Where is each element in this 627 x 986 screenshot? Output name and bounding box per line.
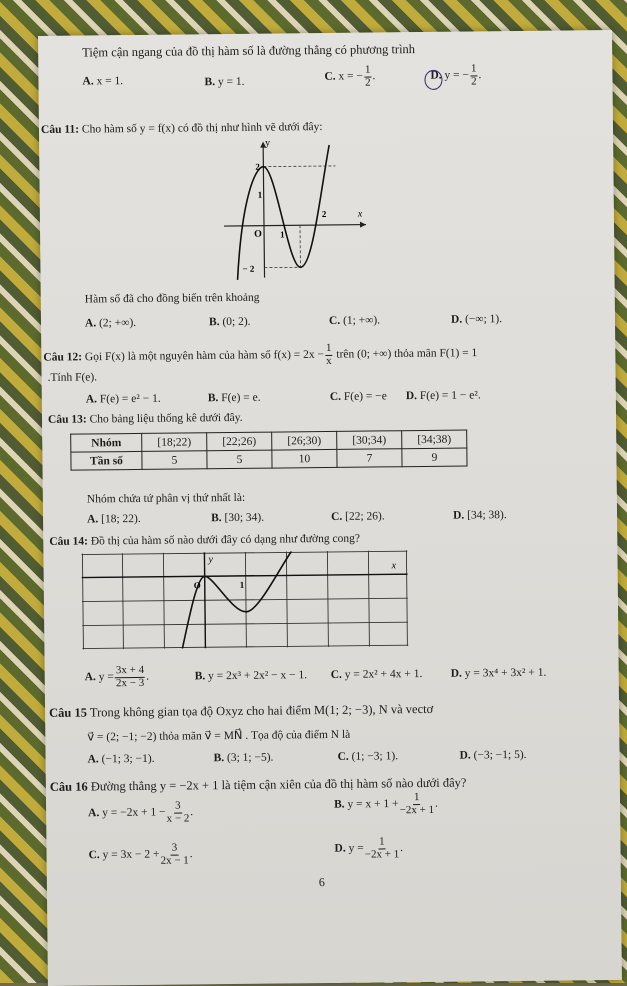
q14-option-a[interactable]: A. y = $\frac{3x + 4}{2x - 3}$ .: [85, 665, 150, 690]
q13-option-a[interactable]: A. [18; 22).: [87, 513, 141, 526]
function-curve: [236, 145, 330, 280]
x-label: x: [391, 560, 397, 571]
q15-stem: Câu 15 Trong không gian tọa độ Oxyz cho hai điểm M(1; 2; −3), N và vectơ: [49, 702, 433, 721]
q10-option-d[interactable]: D. y = − $\frac{1}{2}$ .: [430, 63, 481, 88]
q12-option-a[interactable]: A. F(e) = e² − 1.: [86, 393, 161, 406]
q16-option-d[interactable]: D. y = $\frac{1}{-2x + 1}$ .: [334, 836, 403, 861]
grid: [81, 550, 408, 649]
q13-option-b[interactable]: B. [30; 34).: [211, 512, 264, 525]
q16-option-b[interactable]: B. y = x + 1 + $\frac{1}{-2x + 1}$ .: [334, 792, 438, 817]
q13-stem: Câu 13: Cho bảng liệu thống kê dưới đây.: [48, 412, 243, 426]
q10-option-c[interactable]: C. x = − $\frac{1}{2}$ .: [324, 64, 375, 89]
q11-function-graph: [219, 137, 370, 281]
y-tick-2: 2: [255, 162, 260, 172]
q14-stem: Câu 14: Đồ thị của hàm số nào dưới đây có dạng như đường cong?: [49, 533, 360, 548]
q15-option-a[interactable]: A. (−1; 3; −1).: [88, 753, 155, 766]
x-tick-2: 2: [322, 209, 327, 219]
q15-option-c[interactable]: C. (1; −3; 1).: [338, 750, 399, 763]
page-number: 6: [319, 875, 325, 890]
y-label: y: [207, 554, 213, 565]
table-cell: [34;38): [402, 430, 467, 449]
q13-frequency-table: [70, 430, 467, 471]
table-cell: 5: [207, 450, 272, 469]
table-header-cell: Nhóm: [71, 433, 142, 452]
exam-page: [38, 30, 622, 986]
table-cell: 5: [142, 451, 207, 470]
q15-option-d[interactable]: D. (−3; −1; 5).: [459, 749, 526, 762]
q11-question: Hàm số đã cho đồng biến trên khoảng: [85, 292, 260, 306]
q12-option-b[interactable]: B. F(e) = e.: [208, 392, 261, 405]
q13-question: Nhóm chứa tứ phân vị thứ nhất là:: [87, 492, 245, 506]
q12-option-c[interactable]: C. F(e) = −e: [330, 390, 387, 403]
table-cell: 7: [337, 449, 402, 468]
y-label: y: [265, 138, 270, 149]
table-row: [71, 448, 467, 470]
y-tick-1: 1: [258, 190, 263, 200]
x-label: x: [357, 209, 363, 220]
table-cell: [18;22): [142, 433, 207, 452]
table-cell: 9: [402, 448, 467, 467]
table-cell: 10: [272, 449, 337, 468]
guide-line-y2: [263, 166, 335, 167]
q13-option-d[interactable]: D. [34; 38).: [453, 509, 507, 522]
q11-stem: Câu 11: Cho hàm số y = f(x) có đồ thị như hình vẽ dưới đây:: [41, 121, 323, 136]
q11-option-d[interactable]: D. (−∞; 1).: [451, 313, 502, 326]
q11-option-b[interactable]: B. (0; 2).: [209, 316, 251, 328]
table-cell: [30;34): [337, 431, 402, 450]
q16-option-a[interactable]: A. y = −2x + 1 − $\frac{3}{x - 2}$ .: [88, 800, 193, 825]
y-axis: [204, 552, 205, 648]
q13-option-c[interactable]: C. [22; 26).: [331, 510, 385, 523]
q12-stem-tail: .Tính F(e).: [48, 371, 98, 384]
q11-option-a[interactable]: A. (2; +∞).: [85, 317, 136, 330]
q16-stem: Câu 16 Đường thẳng y = −2x + 1 là tiệm cận xiên của đồ thị hàm số nào dưới đây?: [50, 776, 467, 795]
q11-option-c[interactable]: C. (1; +∞).: [329, 314, 380, 327]
origin-label: O: [194, 580, 201, 590]
table-cell: [26;30): [272, 431, 337, 450]
q12-stem: Câu 12: Gọi F(x) là một nguyên hàm của hàm số f(x) = 2x − $\frac{1}{x}$ trên (0; +∞) thỏa mãn F(1) = 1: [43, 341, 477, 370]
q10-option-a[interactable]: A. x = 1.: [82, 75, 123, 87]
y-axis: [263, 144, 264, 278]
q14-curve-graph: [81, 550, 408, 649]
q15-option-b[interactable]: B. (3; 1; −5).: [214, 752, 274, 765]
q14-option-b[interactable]: B. y = 2x³ + 2x² − x − 1.: [195, 669, 308, 682]
table-cell: [22;26): [207, 432, 272, 451]
q14-option-c[interactable]: C. y = 2x² + 4x + 1.: [331, 668, 423, 681]
x-axis-arrow: [360, 222, 366, 228]
x-axis: [82, 574, 408, 577]
q10-option-b[interactable]: B. y = 1.: [204, 76, 244, 88]
origin-label: O: [254, 229, 262, 240]
q10-stem: Tiệm cận ngang của đồ thị hàm số là đường thẳng có phương trình: [82, 42, 415, 60]
x-axis: [224, 225, 366, 226]
y-tick-minus2: − 2: [242, 264, 254, 274]
q16-option-c[interactable]: C. y = 3x − 2 + $\frac{3}{2x - 1}$ .: [88, 842, 192, 867]
q12-option-d[interactable]: D. F(e) = 1 − e².: [406, 389, 481, 402]
q14-option-d[interactable]: D. y = 3x⁴ + 3x² + 1.: [451, 667, 547, 680]
table-header-cell: Tần số: [71, 451, 142, 470]
x-tick-1: 1: [240, 580, 245, 590]
q15-stem-2: v⃗ = (2; −1; −2) thỏa mãn v⃗ = MN⃗ . Tọa độ của điểm N là: [87, 727, 350, 744]
x-tick-1: 1: [280, 229, 285, 239]
